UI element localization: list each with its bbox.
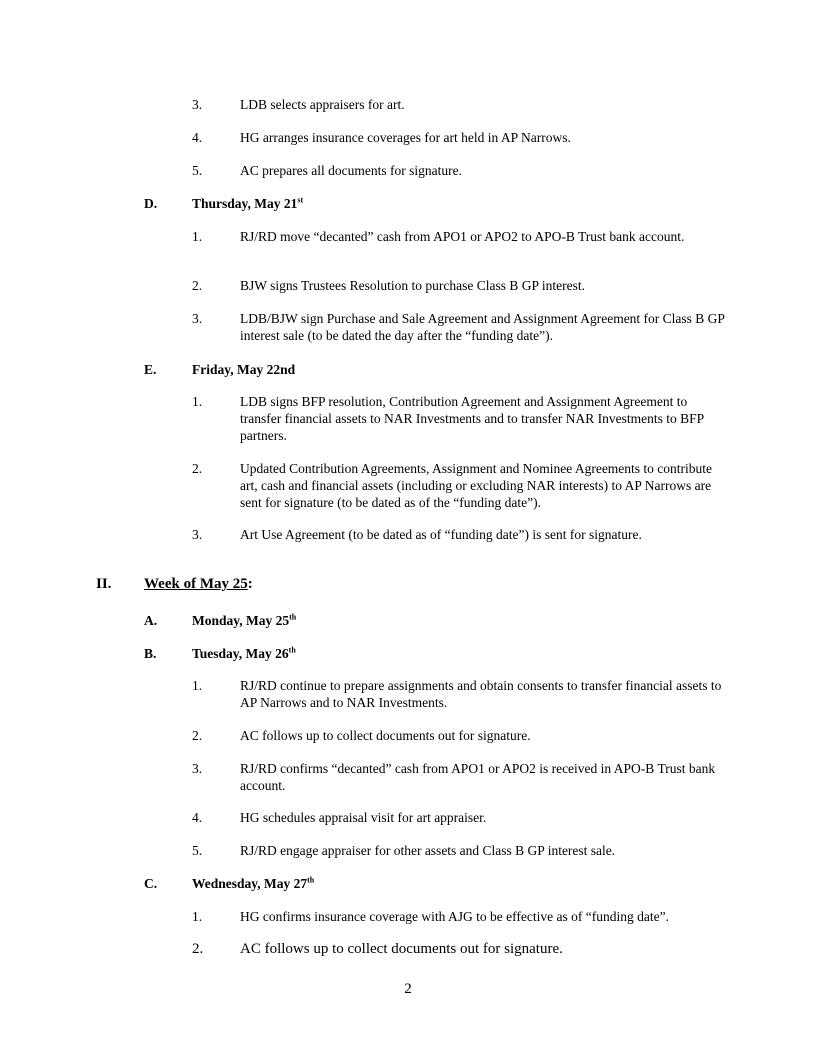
roman-numeral: II. bbox=[96, 576, 112, 592]
section-title-d: Thursday, May 21st bbox=[192, 195, 304, 211]
section-letter-b: B. bbox=[144, 646, 157, 661]
section-title-e: Friday, May 22nd bbox=[192, 362, 296, 377]
section-title-b: Tuesday, May 26th bbox=[192, 645, 296, 661]
week-heading: Week of May 25: bbox=[144, 576, 253, 592]
section-title-c: Wednesday, May 27th bbox=[192, 875, 315, 891]
section-letter-d: D. bbox=[144, 196, 158, 211]
section-letter-c: C. bbox=[144, 876, 158, 891]
section-title-a: Monday, May 25th bbox=[192, 612, 297, 628]
page-number: 2 bbox=[404, 981, 412, 997]
section-letter-a: A. bbox=[144, 613, 158, 628]
section-letter-e: E. bbox=[144, 362, 157, 377]
